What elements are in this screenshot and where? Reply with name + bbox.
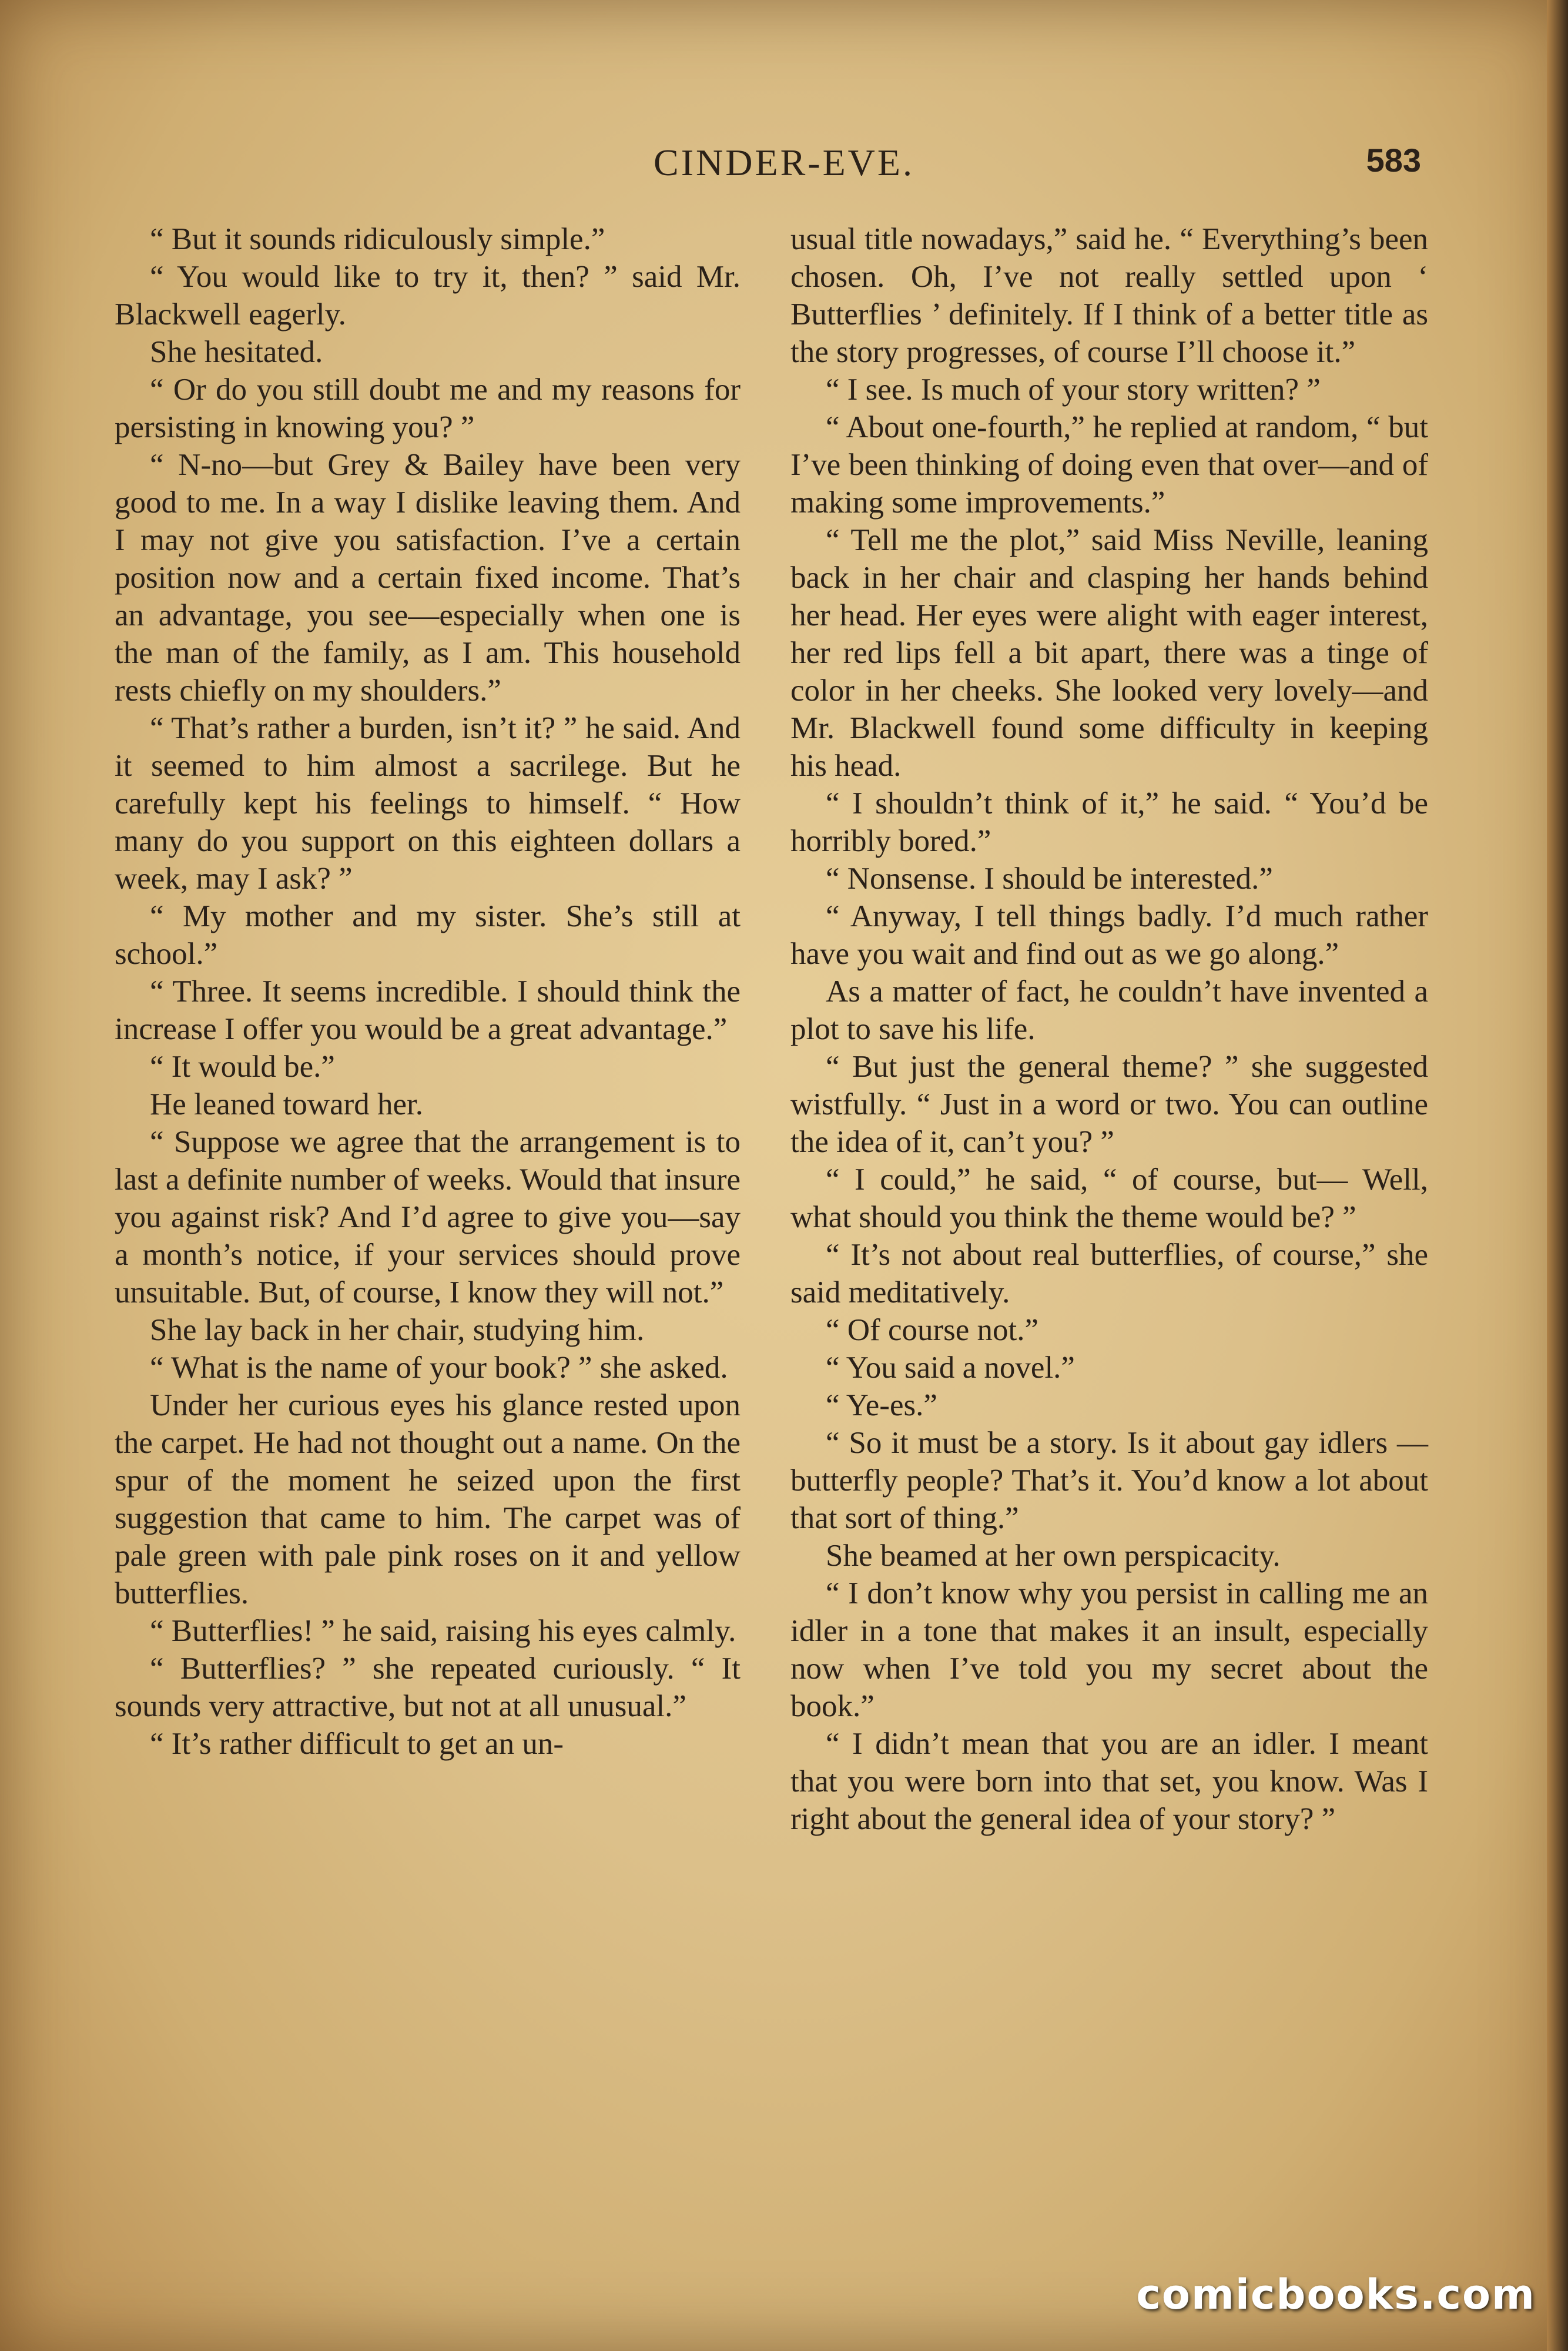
paragraph: “ But just the general theme? ” she suggested wistfully. “ Just in a word or two. You can outline the idea of it, can’t you? ” [790, 1050, 1428, 1159]
paragraph: “ It’s not about real butterflies, of course,” she said meditatively. [790, 1238, 1428, 1310]
paragraph: “ What is the name of your book? ” she asked. [150, 1351, 728, 1385]
paragraph: As a matter of fact, he couldn’t have invented a plot to save his life. [790, 974, 1428, 1046]
left-text-column [115, 220, 741, 1763]
page-number: 583 [1366, 142, 1421, 179]
paragraph: “ So it must be a story. Is it about gay idlers — butterfly people? That’s it. You’d know a lot about that sort of thing.” [790, 1426, 1428, 1535]
running-title: CINDER-EVE. [654, 142, 914, 183]
paragraph: “ You would like to try it, then? ” said Mr. Blackwell eagerly. [115, 260, 741, 331]
paragraph: “ I see. Is much of your story written? ” [826, 373, 1321, 407]
paragraph: Under her curious eyes his glance rested upon the carpet. He had not thought out a name. On the spur of the moment he seized upon the first suggestion that came to him. The carpet was of pale green with pale pink roses on it and yellow butterflies. [115, 1388, 741, 1610]
paragraph: “ Tell me the plot,” said Miss Neville, leaning back in her chair and clasping her hands behind her head. Her eyes were alight with eager interest, her red lips fell a bit apart, there was a tinge of color in her cheeks. She looked very lovely—and Mr. Blackwell found some difficulty in keeping his head. [790, 523, 1428, 783]
paragraph: “ It’s rather difficult to get an un- [150, 1727, 564, 1761]
paragraph: “ I didn’t mean that you are an idler. I meant that you were born into that set, you know. Was I right about the general idea of your story? ” [790, 1727, 1428, 1836]
paragraph: “ N-no—but Grey & Bailey have been very good to me. In a way I dislike leaving them. And I may not give you satisfaction. I’ve a certain position now and a certain fixed income. That’s an advantage, you see—especially when one is the man of the family, as I am. This household rests chiefly on my shoulders.” [115, 448, 741, 708]
paragraph: “ Or do you still doubt me and my reasons for persisting in knowing you? ” [115, 373, 741, 444]
paragraph: “ You said a novel.” [826, 1351, 1075, 1385]
paragraph: She beamed at her own perspicacity. [826, 1539, 1281, 1573]
paragraph: “ But it sounds ridiculously simple.” [150, 222, 605, 256]
paragraph: “ It would be.” [150, 1050, 335, 1084]
page-header [0, 141, 1568, 206]
paragraph: “ About one-fourth,” he replied at random, “ but I’ve been thinking of doing even that over—and of making some improvements.” [790, 410, 1428, 520]
paragraph: “ I don’t know why you persist in calling me an idler in a tone that makes it an insult, especially now when I’ve told you my secret about the book.” [790, 1576, 1428, 1723]
paragraph: He leaned toward her. [150, 1087, 424, 1121]
paragraph: “ Of course not.” [826, 1313, 1039, 1347]
paragraph: “ Butterflies! ” he said, raising his eyes calmly. [150, 1614, 736, 1648]
right-text-column [790, 220, 1428, 1838]
site-watermark: comicbooks.com [1136, 2270, 1536, 2319]
paragraph: “ Nonsense. I should be interested.” [826, 862, 1273, 896]
paragraph: “ Suppose we agree that the arrangement is to last a definite number of weeks. Would that insure you against risk? And I’d agree to give you—say a month’s notice, if your services should prove unsuitable. But, of course, I know they will not.” [115, 1125, 741, 1310]
paragraph: “ That’s rather a burden, isn’t it? ” he said. And it seemed to him almost a sacrilege. But he carefully kept his feelings to himself. “ How many do you support on this eighteen dollars a week, may I ask? ” [115, 711, 741, 896]
paragraph: “ Three. It seems incredible. I should think the increase I offer you would be a great advantage.” [115, 974, 741, 1046]
paragraph: “ Ye-es.” [826, 1388, 937, 1422]
paragraph: “ I could,” he said, “ of course, but— Well, what should you think the theme would be? ” [790, 1163, 1428, 1234]
paragraph: She hesitated. [150, 335, 323, 369]
paragraph-continued: usual title nowadays,” said he. “ Everything’s been chosen. Oh, I’ve not really settled upon ‘ Butterflies ’ definitely. If I think of a better title as the story progresses, of course I’ll choose it.” [790, 222, 1428, 369]
paragraph: “ I shouldn’t think of it,” he said. “ You’d be horribly bored.” [790, 786, 1428, 858]
page-edge-shadow [1547, 0, 1568, 2351]
paragraph: “ Butterflies? ” she repeated curiously. “ It sounds very attractive, but not at all unusual.” [115, 1652, 741, 1723]
paragraph: “ My mother and my sister. She’s still at school.” [115, 899, 741, 971]
paragraph: “ Anyway, I tell things badly. I’d much rather have you wait and find out as we go along.” [790, 899, 1428, 971]
paragraph: She lay back in her chair, studying him. [150, 1313, 645, 1347]
